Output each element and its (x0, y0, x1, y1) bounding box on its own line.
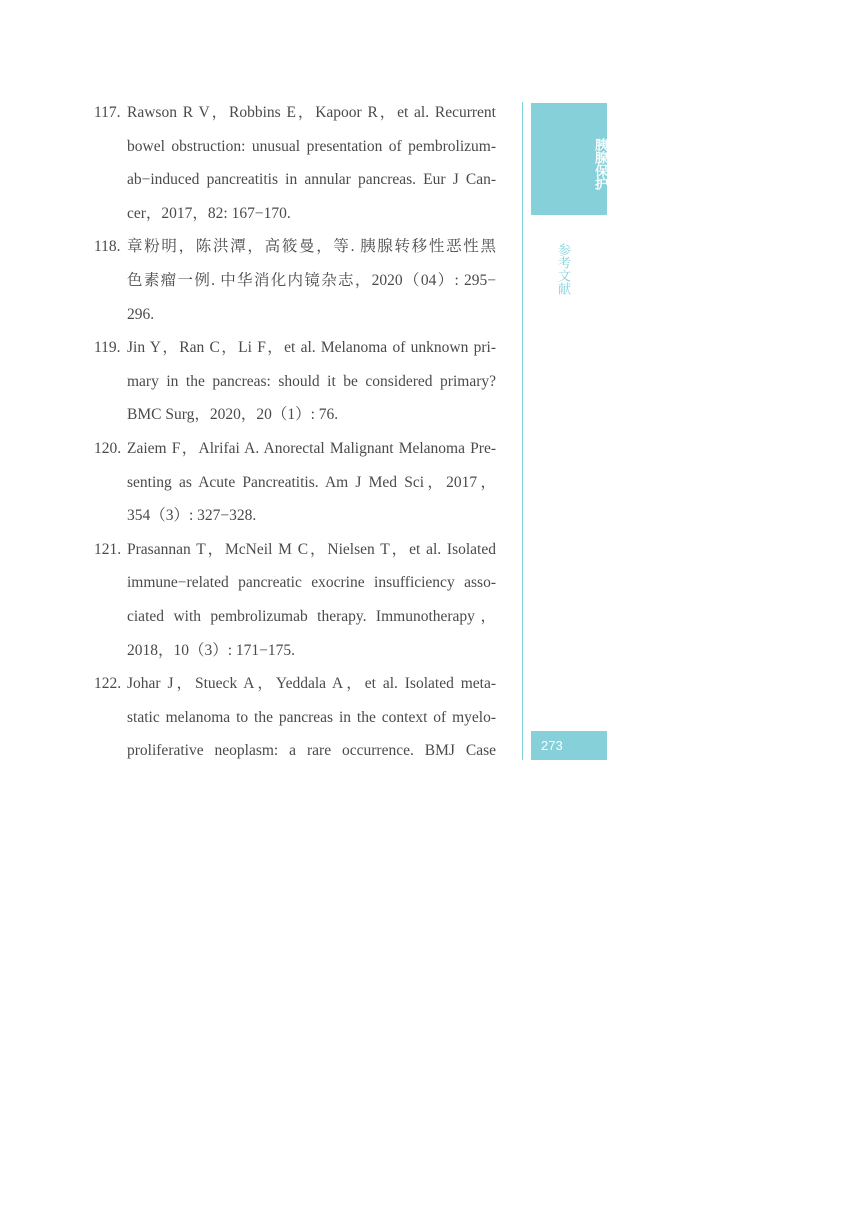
reference-number: 122. (94, 675, 122, 693)
section-tab (531, 103, 607, 215)
reference-line: 296. (127, 305, 155, 323)
reference-line: bowel obstruction: unusual presentation of pembrolizum- (127, 137, 496, 155)
section-tab-label: 胰腺保护 (592, 138, 607, 190)
reference-line: Jin Y，Ran C，Li F，et al. Melanoma of unknown pri- (127, 339, 496, 357)
reference-118 (94, 230, 496, 331)
reference-line: BMC Surg，2020，20（1）: 76. (127, 406, 339, 424)
margin-divider (522, 102, 523, 760)
reference-line: Johar J，Stueck A，Yeddala A，et al. Isolated meta- (127, 675, 496, 693)
reference-120 (94, 432, 496, 533)
reference-line: static melanoma to the pancreas in the context of myelo- (127, 708, 496, 726)
reference-number: 119. (94, 339, 121, 357)
reference-line: mary in the pancreas: should it be considered primary? (127, 372, 496, 390)
reference-line: 色素瘤一例. 中华消化内镜杂志，2020（04）: 295− (127, 271, 496, 289)
reference-line: 2018，10（3）: 171−175. (127, 641, 296, 659)
reference-line: 354（3）: 327−328. (127, 507, 257, 525)
reference-line: Prasannan T，McNeil M C，Nielsen T，et al. Isolated (127, 540, 496, 558)
reference-number: 117. (94, 104, 121, 121)
page-number-badge (531, 731, 607, 760)
reference-list (94, 96, 496, 768)
reference-number: 118. (94, 238, 121, 256)
reference-line: senting as Acute Pancreatitis. Am J Med Sci，2017， (127, 473, 496, 491)
reference-line: ab−induced pancreatitis in annular pancreas. Eur J Can- (127, 171, 496, 189)
reference-number: 121. (94, 540, 122, 558)
reference-line: Zaiem F，Alrifai A. Anorectal Malignant Melanoma Pre- (127, 439, 496, 457)
reference-121 (94, 533, 496, 667)
reference-line: cer，2017，82: 167−170. (127, 204, 291, 222)
reference-number: 120. (94, 439, 122, 457)
subsection-label: 参考文献 (555, 243, 570, 295)
reference-line: 章粉明，陈洪潭，高筱曼，等. 胰腺转移性恶性黑 (127, 238, 496, 256)
reference-122 (94, 667, 496, 768)
reference-line: Rawson R V，Robbins E，Kapoor R，et al. Recurrent (127, 104, 496, 121)
page-number: 273 (541, 738, 563, 753)
reference-line: ciated with pembrolizumab therapy. Immunotherapy， (127, 607, 496, 625)
reference-117 (94, 96, 496, 230)
reference-line: immune−related pancreatic exocrine insufficiency asso- (127, 574, 496, 592)
reference-119 (94, 331, 496, 432)
reference-line: proliferative neoplasm: a rare occurrence. BMJ Case (127, 742, 496, 760)
